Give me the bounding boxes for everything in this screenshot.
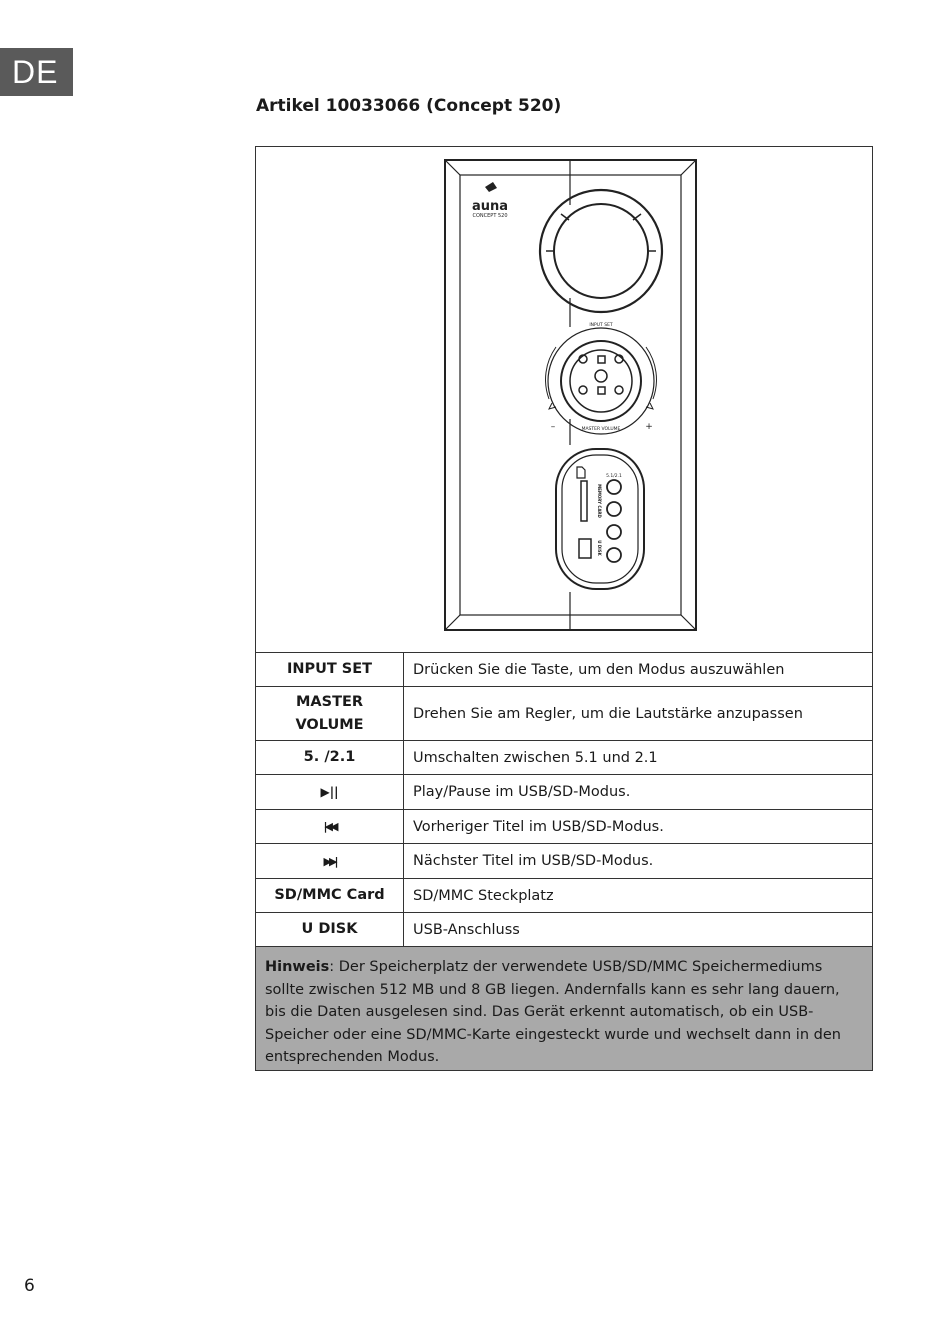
volume-minus: – xyxy=(550,422,556,432)
table-row xyxy=(256,843,872,878)
row-label: 5. /2.1 xyxy=(256,741,404,774)
note-box xyxy=(256,946,872,1070)
table-row xyxy=(256,652,872,686)
table-row xyxy=(256,809,872,843)
row-description: Umschalten zwischen 5.1 und 2.1 xyxy=(413,749,658,766)
device-illustration xyxy=(256,147,872,652)
row-description: SD/MMC Steckplatz xyxy=(413,887,554,904)
content-frame xyxy=(255,146,873,1071)
note-label: Hinweis xyxy=(265,959,330,975)
row-label: U DISK xyxy=(256,913,404,946)
table-row xyxy=(256,686,872,740)
note-text: : Der Speicherplatz der verwendete USB/SD/MMC Speichermediums sollte zwischen 512 MB und 8 GB liegen. Andernfalls kann es sehr lang dauern, bis die Daten ausgelesen sind. Das Gerät erkennt automatisch, ob ein USB-Speicher oder eine SD/MMC-Karte eingesteckt wurde und wechselt dann in den entsprechenden Modus. xyxy=(265,959,841,1065)
usb-slot-label: U DISK xyxy=(597,540,602,556)
brand-logo-icon xyxy=(485,182,497,192)
row-label: SD/MMC Card xyxy=(256,879,404,912)
page-number: 6 xyxy=(24,1276,35,1296)
previous-track-icon: |◀◀ xyxy=(256,810,404,843)
sd-slot-label: MEMORY CARD xyxy=(597,484,602,518)
row-description: Nächster Titel im USB/SD-Modus. xyxy=(413,853,654,869)
next-track-icon: ▶▶| xyxy=(256,844,404,878)
language-tab: DE xyxy=(0,48,73,96)
input-set-label: INPUT SET xyxy=(589,323,613,328)
master-volume-label: MASTER VOLUME xyxy=(581,427,621,432)
row-description: Drehen Sie am Regler, um die Lautstärke anzupassen xyxy=(413,705,803,722)
speaker-drawing xyxy=(256,147,872,652)
row-description: Vorheriger Titel im USB/SD-Modus. xyxy=(413,818,664,835)
row-label: MASTER VOLUME xyxy=(256,687,404,740)
page-title: Artikel 10033066 (Concept 520) xyxy=(256,96,562,116)
row-description: Play/Pause im USB/SD-Modus. xyxy=(413,784,631,800)
table-row xyxy=(256,912,872,946)
volume-plus: + xyxy=(645,422,653,432)
play-pause-icon: ▶|| xyxy=(256,775,404,809)
row-label: INPUT SET xyxy=(256,653,404,686)
brand-name: auna xyxy=(471,199,509,214)
row-description: Drücken Sie die Taste, um den Modus auszuwählen xyxy=(413,661,785,678)
table-row xyxy=(256,774,872,809)
row-description: USB-Anschluss xyxy=(413,921,520,938)
mode-switch-label: 5.1/2.1 xyxy=(606,474,622,479)
table-row xyxy=(256,878,872,912)
function-table xyxy=(256,652,872,1070)
table-row xyxy=(256,740,872,774)
model-name: CONCEPT 520 xyxy=(472,213,508,219)
